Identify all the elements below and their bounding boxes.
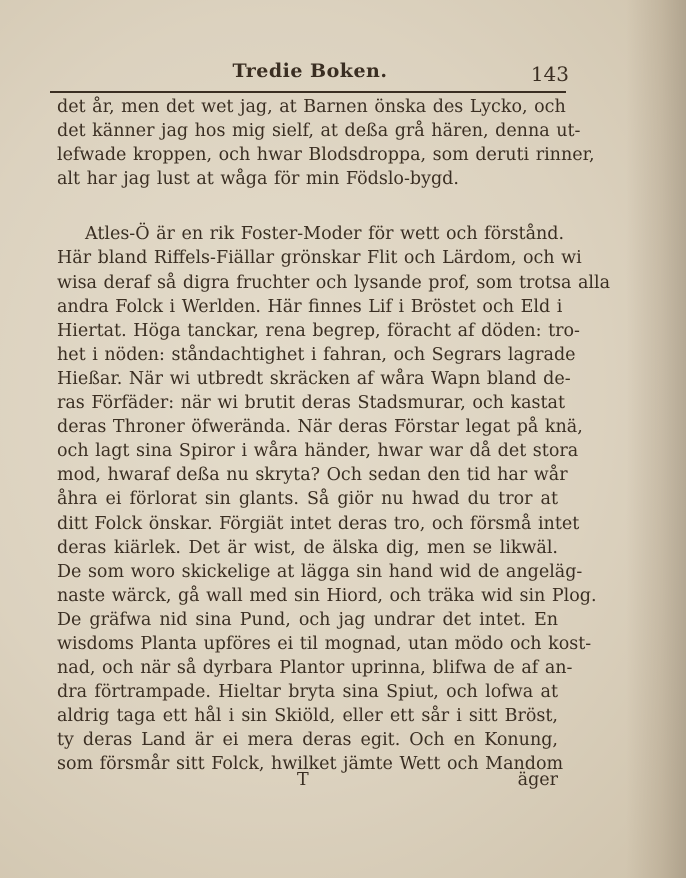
text-line: aldrig taga ett hål i sin Skiöld, eller ett sår i sitt Bröst, <box>57 706 558 727</box>
text-line: het i nöden: ståndachtighet i fahran, och Segrars lagrade <box>57 344 576 365</box>
running-title: Tredie Boken. <box>232 60 388 82</box>
catchword: äger <box>517 770 558 790</box>
text-line: nad, och när så dyrbara Plantor uprinna, blifwa de af an- <box>57 658 573 679</box>
text-line: som försmår sitt Folck, hwilket jämte Wett och Mandom <box>57 754 564 775</box>
text-line: Atles-Ö är en rik Foster-Moder för wett och förstånd. <box>85 224 565 245</box>
text-line: Hießar. När wi utbredt skräcken af wåra Wapn bland de- <box>57 368 571 389</box>
text-line: mod, hwaraf deßa nu skryta? Och sedan den tid har wår <box>57 465 568 486</box>
text-line: lefwade kroppen, och hwar Blodsdroppa, som deruti rinner, <box>57 145 595 166</box>
text-line: det känner jag hos mig sielf, at deßa grå hären, denna ut- <box>57 121 581 142</box>
text-line: wisa deraf så digra fruchter och lysande prof, som trotsa alla <box>57 272 611 293</box>
text-line: wisdoms Planta upföres ei til mognad, utan mödo och kost- <box>57 633 592 654</box>
text-line: dra förtrampade. Hieltar bryta sina Spiut, och lofwa at <box>57 682 558 703</box>
page-footer <box>57 770 558 794</box>
text-line: deras kiärlek. Det är wist, de älska dig, men se likwäl. <box>57 537 558 558</box>
body-text <box>57 95 611 777</box>
text-line: De som woro skickelige at lägga sin hand wid de angeläg- <box>57 561 583 582</box>
paragraph <box>57 95 595 191</box>
text-line: det år, men det wet jag, at Barnen önska des Lycko, och <box>57 97 566 117</box>
paragraph-gap <box>57 191 558 222</box>
paragraph <box>57 222 611 776</box>
text-line: andra Folck i Werlden. Här finnes Lif i Bröstet och Eld i <box>57 296 563 317</box>
text-line: alt har jag lust at wåga för min Födslo-bygd. <box>57 169 459 190</box>
running-header <box>57 58 569 88</box>
header-rule <box>50 91 566 93</box>
text-line: De gräfwa nid sina Pund, och jag undrar det intet. En <box>57 609 558 630</box>
page-number: 143 <box>530 62 569 86</box>
text-line: åhra ei förlorat sin glants. Så giör nu hwad du tror at <box>57 489 558 510</box>
text-line: Här bland Riffels-Fiällar grönskar Flit och Lärdom, och wi <box>57 248 582 269</box>
text-line: ty deras Land är ei mera deras egit. Och en Konung, <box>57 730 558 751</box>
text-line: ditt Folck önskar. Förgiät intet deras tro, och försmå intet <box>57 513 580 534</box>
text-line: och lagt sina Spiror i wåra händer, hwar war då det stora <box>57 441 579 462</box>
text-line: naste wärck, gå wall med sin Hiord, och träka wid sin Plog. <box>57 585 597 606</box>
text-line: Hiertat. Höga tanckar, rena begrep, föracht af döden: tro- <box>57 320 580 341</box>
text-line: ras Förfäder: när wi brutit deras Stadsmurar, och kastat <box>57 393 566 414</box>
signature-mark: T <box>297 770 309 790</box>
page-edge-shadow <box>626 0 686 878</box>
text-line: deras Throner öfwerända. När deras Förstar legat på knä, <box>57 417 583 438</box>
